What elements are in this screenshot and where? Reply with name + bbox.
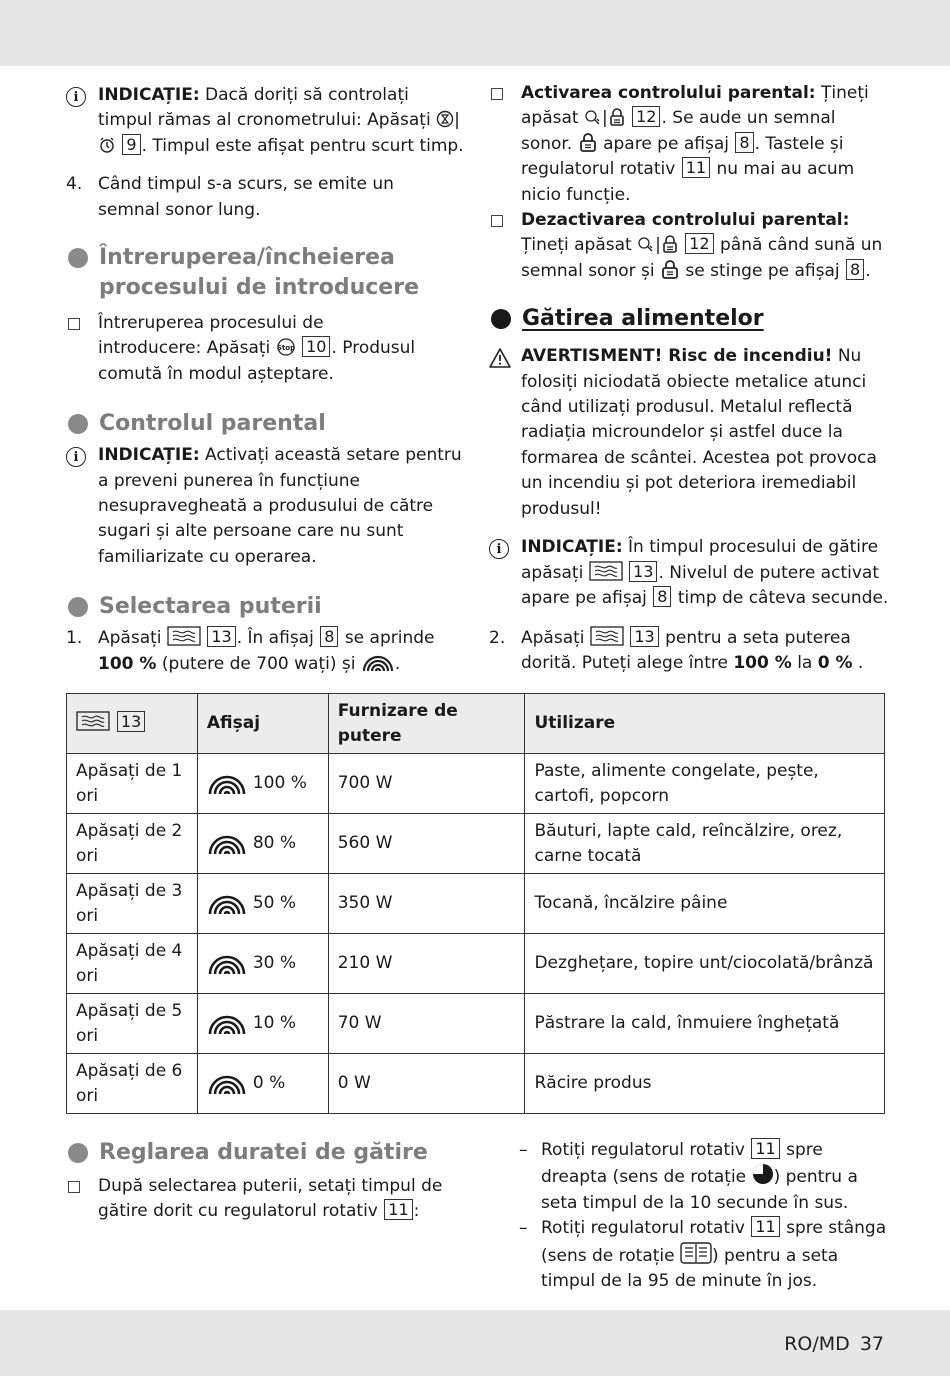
table-row [67, 754, 885, 814]
lock-icon [661, 235, 679, 253]
step-4: 4. Când timpul s-a scurs, se emite un semnal sonor lung. [66, 174, 394, 220]
power-output: 70 W [328, 994, 525, 1054]
note-timer: i INDICAȚIE: Dacă doriți să controlați timpul rămas al cronometrului: Apăsați | 9 . Timpul este afișat pentru scurt timp. [66, 83, 466, 159]
note-cooking: i INDICAȚIE: În timpul procesului de gătire apăsați 13 . Nivelul de putere activat apare pe afișaj 8 timp de câteva secunde. [489, 535, 889, 611]
checkbox-square [491, 88, 503, 100]
usage: Tocană, încălzire pâine [525, 874, 885, 934]
info-icon: i [489, 539, 509, 559]
page-footer [774, 1333, 884, 1355]
left-column [66, 83, 466, 677]
power-waves-icon [361, 652, 395, 672]
child-lock-icon [637, 235, 655, 253]
power-output: 700 W [328, 754, 525, 814]
microwave-power-icon [590, 626, 624, 646]
power-waves-icon [207, 773, 247, 795]
heading-power: Selectarea puterii [66, 592, 466, 622]
bottom-right [519, 1138, 889, 1294]
after-select-item: După selectarea puterii, setați timpul de gătire dorit cu regulatorul rotativ 11 : [66, 1174, 466, 1225]
microwave-power-icon [76, 711, 110, 731]
step-1: 1. Apăsați 13 . În afișaj 8 se aprinde 100 % (putere de 700 wați) și . [66, 627, 435, 674]
microwave-power-icon [167, 626, 201, 646]
lock-icon [608, 108, 626, 126]
heading-interrupt: Întreruperea/încheierea procesului de introducere [66, 243, 466, 303]
checkbox-square [491, 215, 503, 227]
usage: Dezghețare, topire unt/ciocolată/brânză [525, 934, 885, 994]
lock-icon [578, 132, 598, 152]
header-bar [0, 0, 950, 66]
stop-icon [276, 338, 296, 356]
page-number: 37 [859, 1333, 884, 1355]
activate-parental: Activarea controlului parental: Țineți apăsat | 12 . Se aude un semnal sonor. apare pe afișaj 8 . Tastele și regulatorul rotativ 11 nu mai au acum nicio funcție. [489, 81, 889, 208]
note-title: INDICAȚIE: [98, 85, 200, 105]
power-waves-icon [207, 1013, 247, 1035]
checkbox-square [68, 1181, 80, 1193]
power-waves-icon [207, 953, 247, 975]
turn-right-item: – Rotiți regulatorul rotativ 11 spre dreapta (sens de rotație ) pentru a seta timpul de la 10 secunde în sus. [519, 1139, 858, 1213]
header-usage: Utilizare [525, 694, 885, 754]
header-power-output: Furnizare de putere [328, 694, 525, 754]
heading-cooking: Gătirea alimentelor [489, 304, 889, 334]
press-count: Apăsați de 1 ori [67, 754, 198, 814]
usage: Păstrare la cald, înmuiere înghețată [525, 994, 885, 1054]
power-output: 210 W [328, 934, 525, 994]
power-table [66, 693, 885, 1114]
deactivate-parental: Dezactivarea controlului parental: Țineți apăsat | 12 până când sună un semnal sonor și se stinge pe afișaj 8 . [489, 208, 889, 284]
table-row [67, 814, 885, 874]
power-waves-icon [207, 833, 247, 855]
display-level: 50 % [197, 874, 328, 934]
counterclockwise-book-icon [680, 1242, 712, 1264]
language-code: RO/MD [784, 1333, 850, 1355]
usage: Paste, alimente congelate, pește, cartofi, popcorn [525, 754, 885, 814]
right-column [489, 81, 889, 611]
timer-icon [436, 110, 454, 128]
power-output: 560 W [328, 814, 525, 874]
usage: Băuturi, lapte cald, reîncălzire, orez, carne tocată [525, 814, 885, 874]
display-level: 30 % [197, 934, 328, 994]
heading-parental: Controlul parental [66, 409, 466, 439]
note-parental: i INDICAȚIE: Activați această setare pentru a preveni punerea în funcțiune nesupravegheată a produsului de către sugari și alte persoane care nu sunt familiarizate cu operarea. [66, 443, 466, 570]
press-count: Apăsați de 5 ori [67, 994, 198, 1054]
checkbox-square [68, 318, 80, 330]
table-row [67, 994, 885, 1054]
table-header-row [67, 694, 885, 754]
ref-9: 9 [122, 134, 140, 155]
display-level: 80 % [197, 814, 328, 874]
press-count: Apăsați de 3 ori [67, 874, 198, 934]
display-level: 10 % [197, 994, 328, 1054]
warning-fire: AVERTISMENT! Risc de incendiu! Nu folosiți niciodată obiecte metalice atunci când utilizați produsul. Metalul reflectă radiația microundelor și astfel duce la formarea de scântei. Acestea pot provoca un incendiu și pot deteriora iremediabil produsul! [489, 344, 889, 522]
info-icon: i [66, 447, 86, 467]
header-power-button: 13 [67, 694, 198, 754]
display-level: 0 % [197, 1054, 328, 1114]
turn-left-item: – Rotiți regulatorul rotativ 11 spre stânga (sens de rotație ) pentru a seta timpul de la 95 de minute în jos. [519, 1217, 887, 1292]
alarm-clock-icon [98, 136, 116, 154]
child-lock-icon [584, 108, 602, 126]
power-waves-icon [207, 1073, 247, 1095]
display-level: 100 % [197, 754, 328, 814]
usage: Răcire produs [525, 1054, 885, 1114]
header-display: Afișaj [197, 694, 328, 754]
table-row [67, 934, 885, 994]
press-count: Apăsați de 4 ori [67, 934, 198, 994]
svg-text:Stop: Stop [276, 344, 295, 353]
power-waves-icon [207, 893, 247, 915]
power-output: 350 W [328, 874, 525, 934]
microwave-power-icon [589, 561, 623, 581]
warning-icon [489, 348, 511, 368]
table-row [67, 874, 885, 934]
bottom-left [66, 1138, 466, 1225]
heading-cook-time: Reglarea duratei de gătire [66, 1138, 466, 1168]
ref-10: 10 [302, 336, 330, 357]
press-count: Apăsați de 2 ori [67, 814, 198, 874]
step-2: 2. Apăsați 13 pentru a seta puterea dorită. Puteți alege între 100 % la 0 % . [489, 627, 864, 674]
power-output: 0 W [328, 1054, 525, 1114]
press-count: Apăsați de 6 ori [67, 1054, 198, 1114]
info-icon: i [66, 87, 86, 107]
table-row [67, 1054, 885, 1114]
clockwise-icon [752, 1163, 774, 1185]
interrupt-item: Întreruperea procesului de introducere: Apăsați Stop 10 . Produsul comută în modul așteptare. [66, 311, 466, 387]
lock-icon [660, 259, 680, 279]
